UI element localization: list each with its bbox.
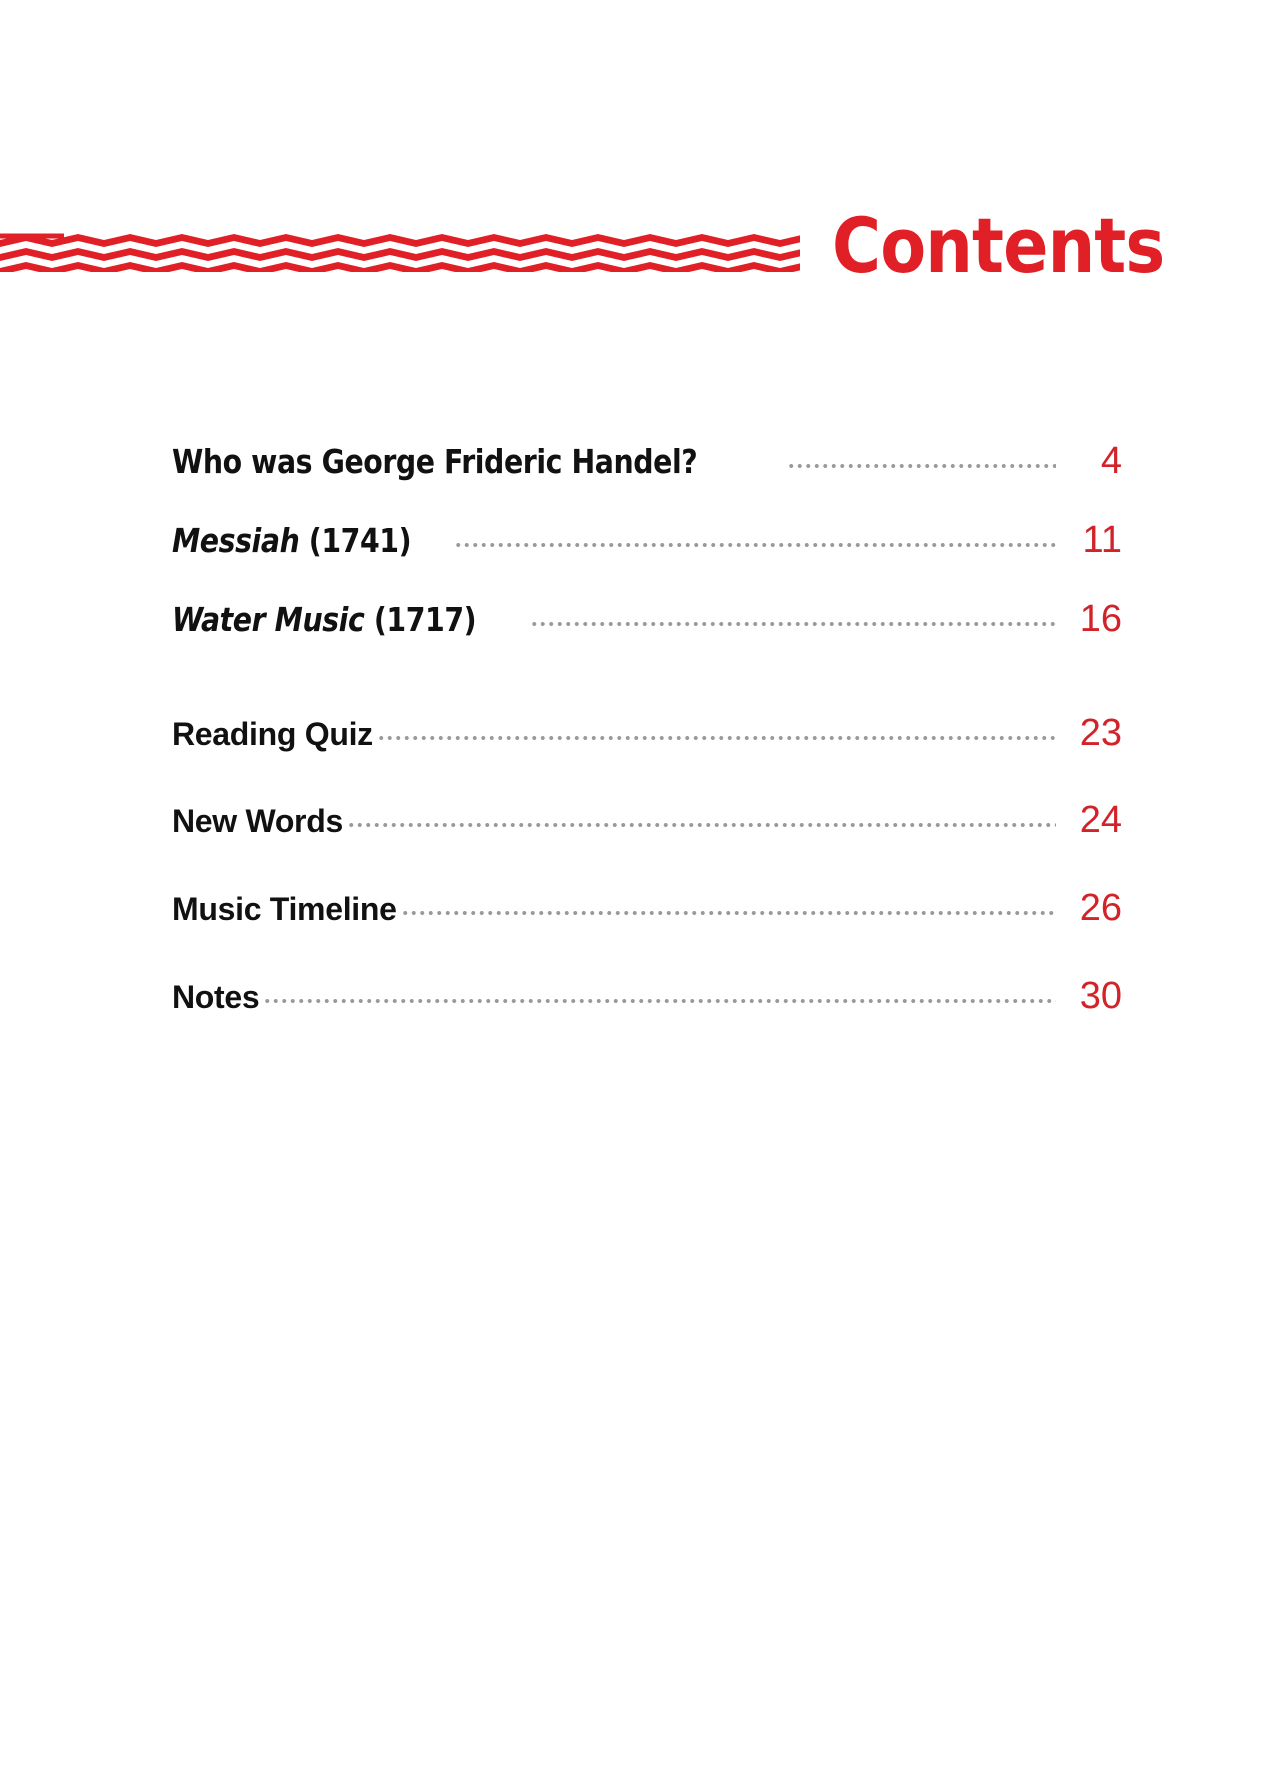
toc-entry[interactable] bbox=[172, 440, 1122, 483]
toc-page-number: 11 bbox=[1082, 519, 1122, 561]
dot-leader bbox=[454, 543, 1056, 547]
toc-entry[interactable] bbox=[172, 712, 1122, 755]
page-title: Contents bbox=[832, 201, 1165, 290]
toc-entry-title: Who was George Frideric Handel? bbox=[172, 442, 698, 481]
dot-leader bbox=[787, 464, 1056, 468]
toc-entry-title: Music Timeline bbox=[172, 891, 397, 927]
toc-entry-title: New Words bbox=[172, 803, 343, 839]
toc-page-number: 30 bbox=[1079, 975, 1122, 1017]
dot-leader bbox=[347, 823, 1056, 827]
toc-entry[interactable] bbox=[172, 975, 1122, 1018]
toc-page-number: 4 bbox=[1100, 440, 1122, 482]
toc-entry-title: Reading Quiz bbox=[172, 716, 373, 752]
toc-entry-title: Notes bbox=[172, 979, 260, 1015]
toc-page-number: 23 bbox=[1079, 712, 1122, 754]
dot-leader bbox=[377, 736, 1056, 740]
toc-page-number: 26 bbox=[1079, 887, 1122, 929]
dot-leader bbox=[401, 911, 1056, 915]
toc-entry[interactable] bbox=[172, 887, 1122, 930]
toc-entry-title: Messiah (1741) bbox=[172, 521, 412, 560]
chevron-stripe bbox=[0, 248, 800, 261]
toc-page-number: 16 bbox=[1079, 598, 1122, 640]
chevron-band-icon bbox=[0, 232, 800, 272]
dot-leader bbox=[263, 999, 1056, 1003]
chevron-stripe bbox=[0, 234, 800, 247]
toc-entry[interactable] bbox=[172, 598, 1122, 641]
toc-entry-title: Water Music (1717) bbox=[172, 600, 477, 639]
toc-entry[interactable] bbox=[172, 799, 1122, 842]
dot-leader bbox=[530, 622, 1056, 626]
toc-page-number: 24 bbox=[1079, 799, 1122, 841]
toc-entry[interactable] bbox=[172, 519, 1122, 562]
chevron-stripe bbox=[0, 262, 800, 272]
